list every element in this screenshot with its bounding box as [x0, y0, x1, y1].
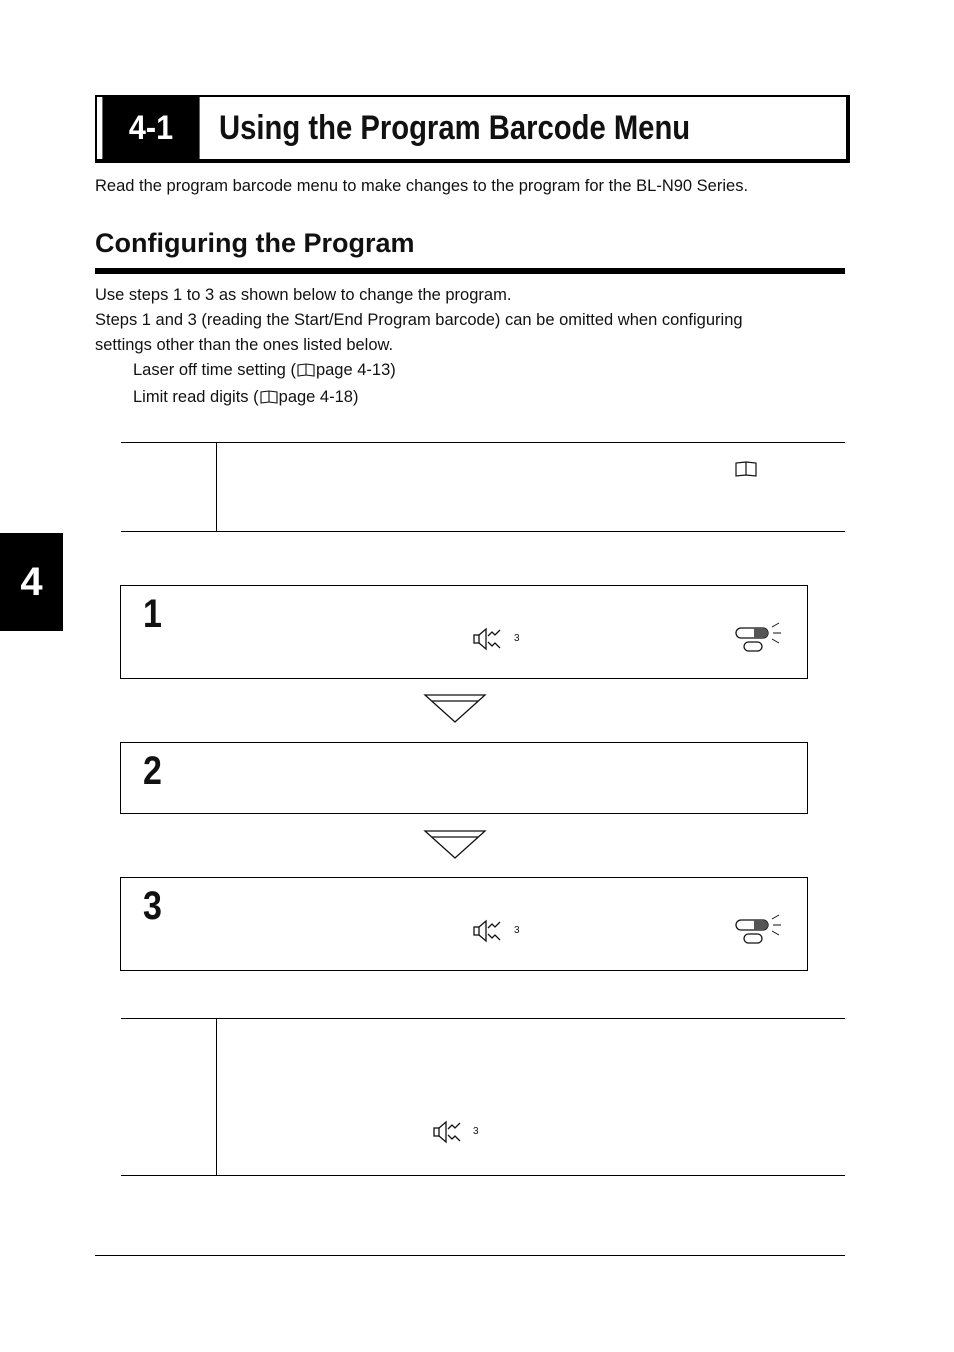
body-line-3: settings other than the ones listed below. — [95, 336, 394, 354]
beep-count: 3 — [514, 925, 520, 936]
chapter-tab: 4 — [0, 533, 63, 631]
note-divider — [216, 1019, 217, 1175]
note-box — [121, 1018, 845, 1176]
section-number: 4-1 — [102, 97, 199, 159]
body-line-2: Steps 1 and 3 (reading the Start/End Program barcode) can be omitted when configuring — [95, 311, 743, 329]
step-box-2 — [120, 742, 808, 814]
beep-count: 3 — [514, 633, 520, 644]
led-indicator-icon — [734, 914, 784, 946]
intro-text: Read the program barcode menu to make changes to the program for the BL-N90 Series. — [95, 177, 749, 195]
step-number: 1 — [143, 592, 162, 636]
page-reference[interactable]: page 4-18) — [278, 388, 359, 406]
down-arrow-icon — [424, 830, 486, 860]
speaker-beep-icon — [473, 919, 513, 943]
beep-count: 3 — [473, 1126, 479, 1137]
speaker-beep-icon — [433, 1120, 473, 1144]
section-header — [95, 95, 850, 163]
list-item-laser-off — [133, 361, 396, 380]
down-arrow-icon — [424, 694, 486, 724]
step-box-3 — [120, 877, 808, 971]
step-number: 3 — [143, 884, 162, 928]
note-box — [121, 442, 845, 532]
subsection-rule — [95, 268, 845, 274]
page-reference[interactable]: page 4-13) — [315, 361, 396, 379]
speaker-beep-icon — [473, 627, 513, 651]
footer-rule — [95, 1255, 845, 1256]
list-item-label: Laser off time setting ( — [133, 361, 296, 379]
list-item-limit-digits — [133, 388, 358, 407]
step-number: 2 — [143, 749, 162, 793]
book-icon — [735, 460, 757, 478]
step-box-1 — [120, 585, 808, 679]
subsection-title: Configuring the Program — [95, 228, 415, 258]
led-indicator-icon — [734, 622, 784, 654]
section-title: Using the Program Barcode Menu — [219, 108, 691, 147]
book-icon — [260, 390, 278, 404]
body-line-1: Use steps 1 to 3 as shown below to change the program. — [95, 286, 512, 304]
book-icon — [297, 363, 315, 377]
note-divider — [216, 443, 217, 531]
list-item-label: Limit read digits ( — [133, 388, 259, 406]
